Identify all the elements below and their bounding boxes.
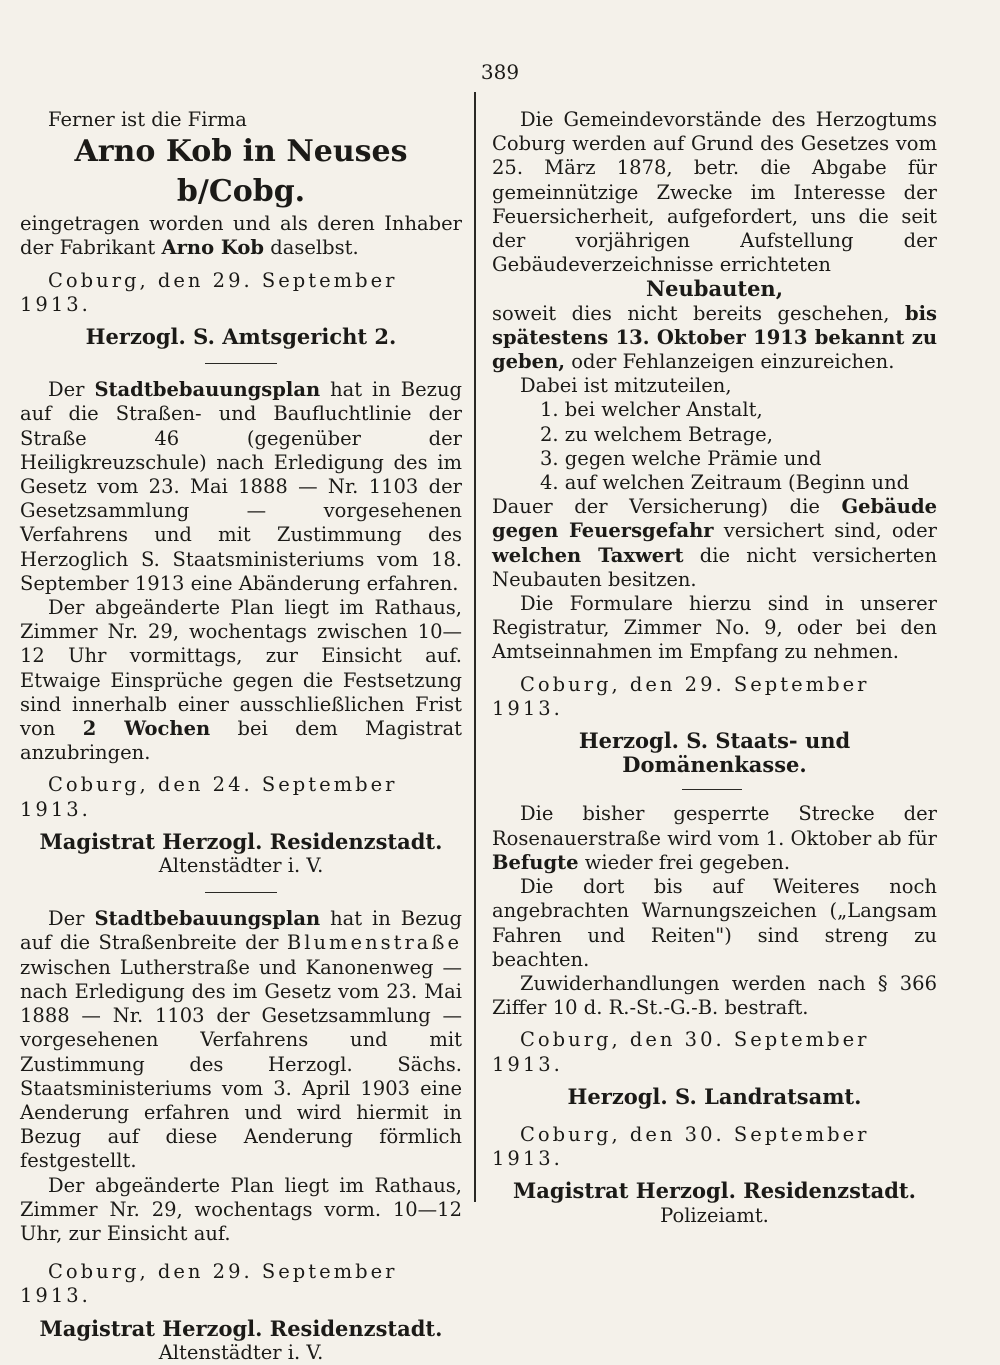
notice-3-signature: Magistrat Herzogl. Residenzstadt. bbox=[39, 1315, 443, 1341]
keyword-stadtbebauungsplan: Stadtbebauungsplan bbox=[94, 907, 321, 931]
owner-name: Arno Kob bbox=[161, 236, 265, 260]
notice-2-text: Der Stadtbebauungsplan hat in Bezug auf die Straßen- und Baufluchtlinie der Straße 46 (gegenüber der Heiligkreuzschule) nach Erledigung des im Gesetz vom 23. Mai 1888 — Nr. 1103 der Gesetzsammlung — vorgesehenen Verfahrens und mit Zustimmung des Herzoglich S. Staatsministeriums vom 18. September 1913 eine Abänderung erfahren. bbox=[20, 378, 462, 595]
notice-4-list bbox=[492, 398, 937, 495]
notice-2-signature: Magistrat Herzogl. Residenzstadt. bbox=[39, 828, 443, 854]
notice-4-date: Coburg, den 29. September 1913. bbox=[492, 672, 870, 720]
page-number: 389 bbox=[480, 60, 520, 84]
notice-5-text: Die bisher gesperrte Strecke der Rosenauerstraße wird vom 1. Oktober ab für Befugte wieder frei gegeben. bbox=[492, 802, 937, 874]
firm-name: Arno Kob in Neuses b/Cobg. bbox=[74, 134, 408, 210]
notice-3-signatory: Altenstädter i. V. bbox=[158, 1340, 324, 1364]
keyword-taxwert: welchen Taxwert bbox=[492, 543, 684, 567]
keyword-neubauten: Neubauten, bbox=[645, 276, 784, 302]
right-column bbox=[492, 108, 937, 1228]
notice-4-text: Die Gemeindevorstände des Herzogtums Coburg werden auf Grund des Gesetzes vom 25. März 1878, betr. die Abgabe für gemeinnützige Zwecke im Interesse der Feuersicherheit, aufgefordert, uns die seit der vorjährigen Aufstellung der Gebäudeverzeichnisse errichteten bbox=[492, 108, 937, 277]
list-item: 3. gegen welche Prämie und bbox=[540, 446, 822, 470]
notice-1-date: Coburg, den 29. September 1913. bbox=[20, 268, 398, 316]
notice-3-text: Der Stadtbebauungsplan hat in Bezug auf die Straßenbreite der Blumenstraße zwischen Lutherstraße und Kanonenweg — nach Erledigung des im Gesetz vom 23. Mai 1888 — Nr. 1103 der Gesetzsammlung — vorgesehenen Verfahrens und mit Zustimmung des Herzogl. Sächs. Staatsministeriums vom 3. April 1903 eine Aenderung erfahren und wird hiermit in Bezug auf diese Aenderung förmlich festgestellt. bbox=[20, 907, 462, 1173]
list-item: 4. auf welchen Zeitraum (Beginn und bbox=[540, 471, 910, 495]
section-rule bbox=[682, 789, 742, 790]
notice-4-paragraph-3: Dauer der Versicherung) die Gebäude gegen Feuersgefahr versichert sind, oder welchen Taxwert die nicht versicherten Neubauten besitzen. bbox=[492, 495, 937, 591]
notice-2-paragraph-2: Der abgeänderte Plan liegt im Rathaus, Zimmer Nr. 29, wochentags zwischen 10—12 Uhr vormittags, zur Einsicht auf. Etwaige Einsprüche gegen die Festsetzung sind innerhalb einer ausschließlichen Frist von 2 Wochen bei dem Magistrat anzubringen. bbox=[20, 596, 462, 765]
keyword-deadline: 2 Wochen bbox=[82, 717, 211, 741]
keyword-gebaeude: Gebäude gegen Feuersgefahr bbox=[492, 495, 937, 543]
notice-5-signature: Herzogl. S. Landratsamt. bbox=[567, 1083, 862, 1109]
notice-2-date: Coburg, den 24. September 1913. bbox=[20, 773, 398, 821]
column-divider bbox=[474, 92, 476, 1202]
notice-5-date: Coburg, den 30. September 1913. bbox=[492, 1028, 870, 1076]
notice-1-signature: Herzogl. S. Amtsgericht 2. bbox=[85, 324, 397, 350]
notice-6-signatory: Polizeiamt. bbox=[660, 1203, 769, 1227]
notice-2-signatory: Altenstädter i. V. bbox=[158, 854, 324, 878]
notice-5-paragraph-3: Zuwiderhandlungen werden nach § 366 Ziffer 10 d. R.-St.-G.-B. bestraft. bbox=[492, 971, 937, 1020]
notice-3-date: Coburg, den 29. September 1913. bbox=[20, 1260, 398, 1308]
notice-4-paragraph-4: Die Formulare hierzu sind in unserer Registratur, Zimmer No. 9, oder bei den Amtseinnahmen im Empfang zu nehmen. bbox=[492, 592, 937, 664]
list-item: 2. zu welchem Betrage, bbox=[540, 422, 773, 446]
street-name: Blumenstraße bbox=[286, 931, 462, 955]
left-column bbox=[20, 108, 462, 1365]
keyword-deadline: bis spätestens 13. Oktober 1913 bekannt zu geben, bbox=[492, 301, 937, 374]
keyword-stadtbebauungsplan: Stadtbebauungsplan bbox=[94, 378, 321, 402]
notice-5-paragraph-2: Die dort bis auf Weiteres noch angebrachten Warnungszeichen („Langsam Fahren und Reiten") sind streng zu beachten. bbox=[492, 875, 937, 971]
notice-6-date: Coburg, den 30. September 1913. bbox=[492, 1122, 870, 1171]
list-item: 1. bei welcher Anstalt, bbox=[540, 398, 763, 422]
notice-4-paragraph-2: soweit dies nicht bereits geschehen, bis spätestens 13. Oktober 1913 bekannt zu geben, oder Fehlanzeigen einzureichen. bbox=[492, 301, 937, 374]
section-rule bbox=[205, 892, 277, 893]
notice-4-signature: Herzogl. S. Staats- und Domänenkasse. bbox=[578, 728, 851, 778]
notice-1-intro: Ferner ist die Firma bbox=[48, 108, 247, 131]
section-rule bbox=[205, 363, 277, 364]
keyword-befugte: Befugte bbox=[492, 850, 579, 874]
notice-6-signature: Magistrat Herzogl. Residenzstadt. bbox=[513, 1178, 916, 1204]
notice-4-list-intro: Dabei ist mitzuteilen, bbox=[520, 374, 732, 398]
notice-3-paragraph-2: Der abgeänderte Plan liegt im Rathaus, Zimmer Nr. 29, wochentags vorm. 10—12 Uhr, zur Einsicht auf. bbox=[20, 1173, 462, 1245]
notice-1-text: eingetragen worden und als deren Inhaber der Fabrikant Arno Kob daselbst. bbox=[20, 212, 462, 260]
